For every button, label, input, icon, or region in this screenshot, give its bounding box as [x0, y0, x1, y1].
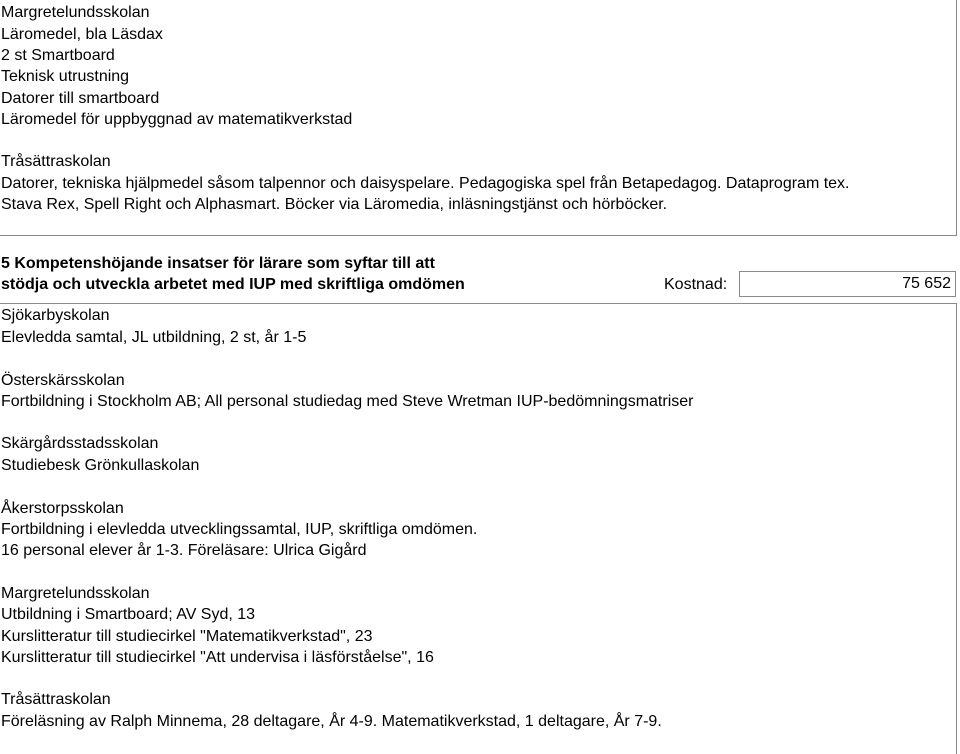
school-name: Sjökarbyskolan	[1, 307, 110, 324]
entry-line: Utbildning i Smartboard; AV Syd, 13	[1, 606, 256, 623]
school-name: Skärgårdsstadsskolan	[1, 435, 159, 452]
school-name: Tråsättraskolan	[1, 691, 111, 708]
entry-line: Fortbildning i elevledda utvecklingssamtal, IUP, skriftliga omdömen.	[1, 521, 478, 538]
resource-line: Läromedel, bla Läsdax	[1, 26, 163, 43]
resource-line: Datorer, tekniska hjälpmedel såsom talpennor och daisyspelare. Pedagogiska spel från Betapedagog. Dataprogram tex.	[1, 175, 850, 192]
entry-line: Föreläsning av Ralph Minnema, 28 deltagare, År 4-9. Matematikverkstad, 1 deltagare, År 7-9.	[1, 713, 662, 730]
entry-line: Kurslitteratur till studiecirkel "Att undervisa i läsförståelse", 16	[1, 649, 434, 666]
school-name: Tråsättraskolan	[1, 153, 111, 170]
entry-line: 16 personal elever år 1-3. Föreläsare: Ulrica Gigård	[1, 542, 367, 559]
entry-line: Studiebesk Grönkullaskolan	[1, 457, 200, 474]
cost-label: Kostnad:	[664, 276, 728, 293]
resource-line: Stava Rex, Spell Right och Alphasmart. Böcker via Läromedia, inläsningstjänst och hörböcker.	[1, 196, 668, 213]
school-name: Österskärsskolan	[1, 372, 125, 389]
resource-line: Datorer till smartboard	[1, 90, 160, 107]
resource-line: Läromedel för uppbyggnad av matematikverkstad	[1, 111, 353, 128]
section-heading: stödja och utveckla arbetet med IUP med skriftliga omdömen	[1, 276, 465, 293]
resource-line: Teknisk utrustning	[1, 68, 130, 85]
entry-line: Elevledda samtal, JL utbildning, 2 st, år 1-5	[1, 329, 307, 346]
entry-line: Kurslitteratur till studiecirkel "Matematikverkstad", 23	[1, 628, 373, 645]
resource-line: 2 st Smartboard	[1, 47, 115, 64]
school-name: Åkerstorpsskolan	[1, 500, 124, 517]
entry-line: Fortbildning i Stockholm AB; All personal studiedag med Steve Wretman IUP-bedömningsmatriser	[1, 393, 694, 410]
school-name: Margretelundsskolan	[1, 585, 150, 602]
section-heading: 5 Kompetenshöjande insatser för lärare som syftar till att	[1, 255, 435, 272]
cost-value-field: 75 652	[739, 271, 956, 297]
school-name: Margretelundsskolan	[1, 4, 150, 21]
